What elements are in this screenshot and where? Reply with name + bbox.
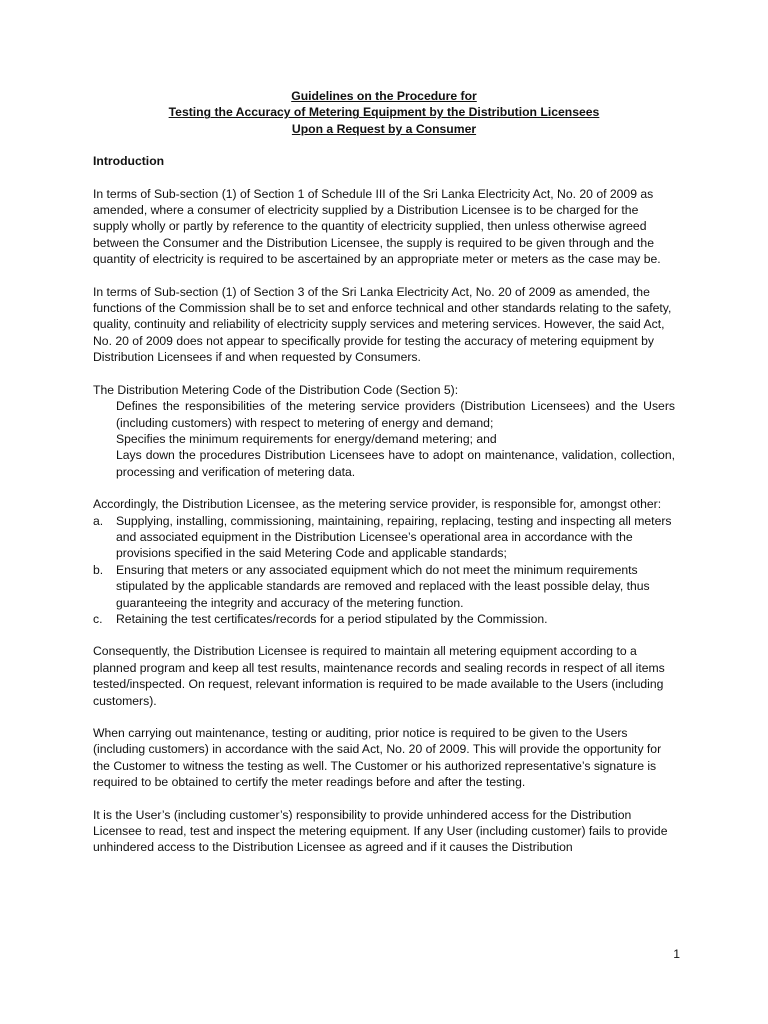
metering-code-list — [93, 398, 675, 480]
paragraph-responsibilities — [93, 496, 675, 627]
paragraph-metering-code — [93, 382, 675, 480]
responsibility-item-a — [93, 513, 675, 562]
title-line-3: Upon a Request by a Consumer — [291, 121, 477, 136]
title-line-2: Testing the Accuracy of Metering Equipment by the Distribution Licensees — [168, 105, 600, 120]
responsibilities-list — [93, 513, 675, 628]
metering-code-item: Lays down the procedures Distribution Licensees have to adopt on maintenance, validation, collection, processing and verification of metering data. — [116, 448, 675, 479]
paragraph-schedule-iii: In terms of Sub-section (1) of Section 1 of Schedule III of the Sri Lanka Electricity Act, No. 20 of 2009 as amended, where a consumer of electricity supplied by a Distribution Licensee is to be charged for the supply wholly or partly by reference to the quantity of electricity supplied, then unless otherwise agreed between the Consumer and the Distribution Licensee, the supply is required to be given through and the quantity of electricity is required to be ascertained by an appropriate meter or meters as the case may be. — [93, 186, 661, 267]
list-marker: b. — [93, 562, 104, 577]
responsibility-item-c — [93, 611, 675, 627]
paragraph-section-3: In terms of Sub-section (1) of Section 3 of the Sri Lanka Electricity Act, No. 20 of 2009 as amended, the functions of the Commission shall be to set and enforce technical and other standards relating to the safety, quality, continuity and reliability of electricity supply services and metering services. However, the said Act, No. 20 of 2009 does not appear to specifically provide for testing the accuracy of metering equipment by Distribution Licensees if and when requested by Consumers. — [93, 284, 672, 365]
paragraph-maintenance-records: Consequently, the Distribution Licensee is required to maintain all metering equipment according to a planned program and keep all test results, maintenance records and sealing records in respect of all items tested/inspected. On request, relevant information is required to be made available to the Users (including customers). — [93, 644, 665, 708]
responsibilities-intro: Accordingly, the Distribution Licensee, as the metering service provider, is responsible for, amongst other: — [93, 497, 662, 512]
responsibility-item-b — [93, 562, 675, 611]
metering-code-item: Defines the responsibilities of the metering service providers (Distribution Licensees) and the Users (including customers) with respect to metering of energy and demand; — [116, 399, 675, 430]
page-number: 1 — [673, 947, 680, 961]
list-marker: c. — [93, 611, 103, 626]
list-item-text: Supplying, installing, commissioning, maintaining, repairing, replacing, testing and inspecting all meters and associated equipment in the Distribution Licensee’s operational area in accordance with the provisions specified in the said Metering Code and applicable standards; — [116, 513, 672, 561]
introduction-heading: Introduction — [93, 154, 165, 169]
title-line-1: Guidelines on the Procedure for — [291, 89, 477, 103]
paragraph-prior-notice: When carrying out maintenance, testing or auditing, prior notice is required to be given to the Users (including customers) in accordance with the said Act, No. 20 of 2009. This will provide the opportunity for the Customer to witness the testing as well. The Customer or his authorized representative’s signature is required to be obtained to certify the meter readings before and after the testing. — [93, 726, 662, 790]
paragraph-unhindered-access: It is the User’s (including customer’s) responsibility to provide unhindered access for the Distribution Licensee to read, test and inspect the metering equipment. If any User (including customer) fails to provide unhindered access to the Distribution Licensee as agreed and if it causes the Distribution — [93, 807, 668, 855]
list-item-text: Ensuring that meters or any associated equipment which do not meet the minimum requirements stipulated by the applicable standards are removed and replaced with the least possible delay, thus guaranteeing the integrity and accuracy of the metering function. — [116, 562, 650, 610]
list-item-text: Retaining the test certificates/records for a period stipulated by the Commission. — [116, 611, 548, 626]
metering-code-intro: The Distribution Metering Code of the Distribution Code (Section 5): — [93, 382, 459, 397]
list-marker: a. — [93, 513, 104, 528]
document-page — [93, 88, 675, 856]
document-title — [93, 88, 675, 137]
metering-code-item: Specifies the minimum requirements for energy/demand metering; and — [116, 431, 497, 446]
